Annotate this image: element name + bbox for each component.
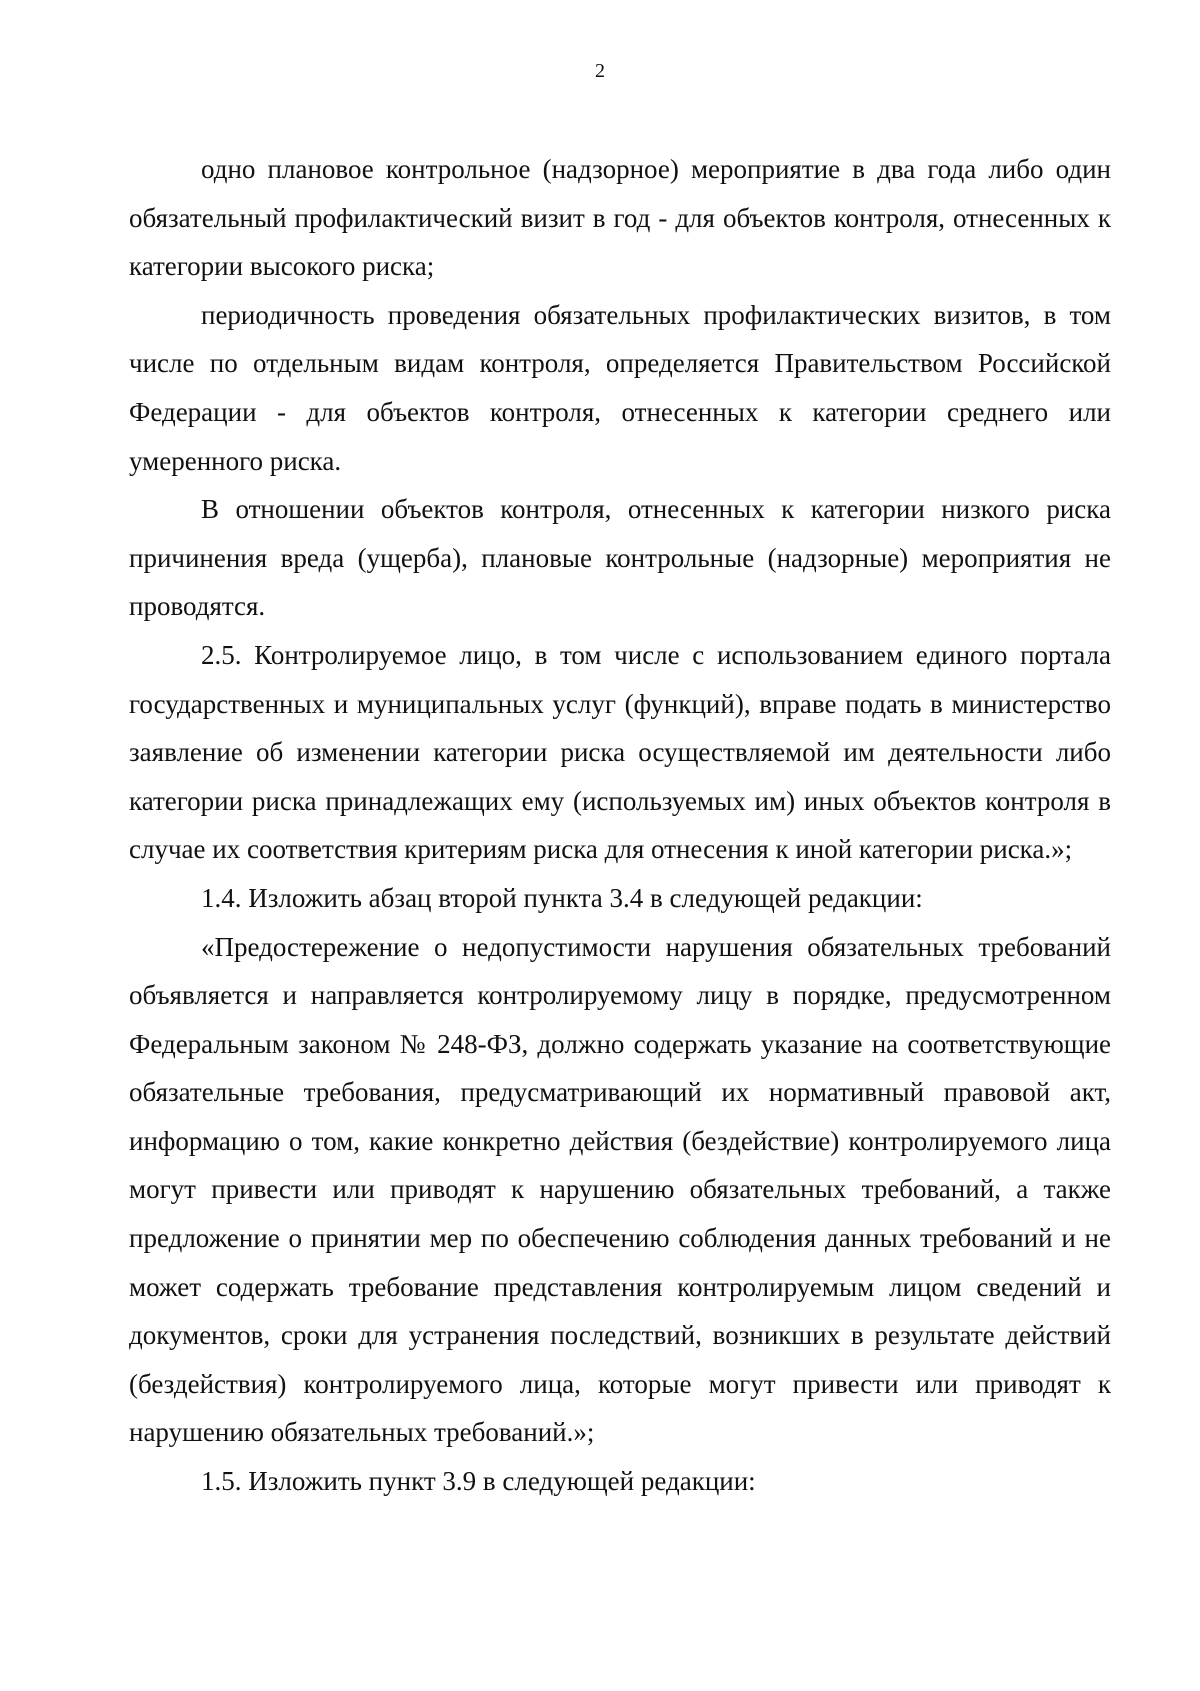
- paragraph-high-risk: одно плановое контрольное (надзорное) мероприятие в два года либо один обязательный профилактический визит в год - для объектов контроля, отнесенных к категории высокого риска;: [129, 154, 1111, 282]
- document-body: [129, 145, 1111, 1506]
- paragraph-medium-risk: периодичность проведения обязательных профилактических визитов, в том числе по отдельным видам контроля, определяется Правительством Российской Федерации - для объектов контроля, отнесенных к категории среднего или умеренного риска.: [129, 299, 1111, 476]
- paragraph-1-4: 1.4. Изложить абзац второй пункта 3.4 в следующей редакции:: [201, 882, 923, 913]
- paragraph-2-5: 2.5. Контролируемое лицо, в том числе с использованием единого портала государственных и муниципальных услуг (функций), вправе подать в министерство заявление об изменении категории риска осуществляемой им деятельности либо категории риска принадлежащих ему (используемых им) иных объектов контроля в случае их соответствия критериям риска для отнесения к иной категории риска.»;: [129, 639, 1111, 865]
- paragraph-1-5: 1.5. Изложить пункт 3.9 в следующей редакции:: [201, 1466, 756, 1497]
- paragraph-low-risk: В отношении объектов контроля, отнесенных к категории низкого риска причинения вреда (ущерба), плановые контрольные (надзорные) мероприятия не проводятся.: [129, 494, 1111, 622]
- paragraph-warning: «Предостережение о недопустимости нарушения обязательных требований объявляется и направляется контролируемому лицу в порядке, предусмотренном Федеральным законом № 248-ФЗ, должно содержать указание на соответствующие обязательные требования, предусматривающий их нормативный правовой акт, информацию о том, какие конкретно действия (бездействие) контролируемого лица могут привести или приводят к нарушению обязательных требований, а также предложение о принятии мер по обеспечению соблюдения данных требований и не может содержать требование представления контролируемым лицом сведений и документов, сроки для устранения последствий, возникших в результате действий (бездействия) контролируемого лица, которые могут привести или приводят к нарушению обязательных требований.»;: [129, 931, 1111, 1448]
- page-number: 2: [595, 60, 605, 82]
